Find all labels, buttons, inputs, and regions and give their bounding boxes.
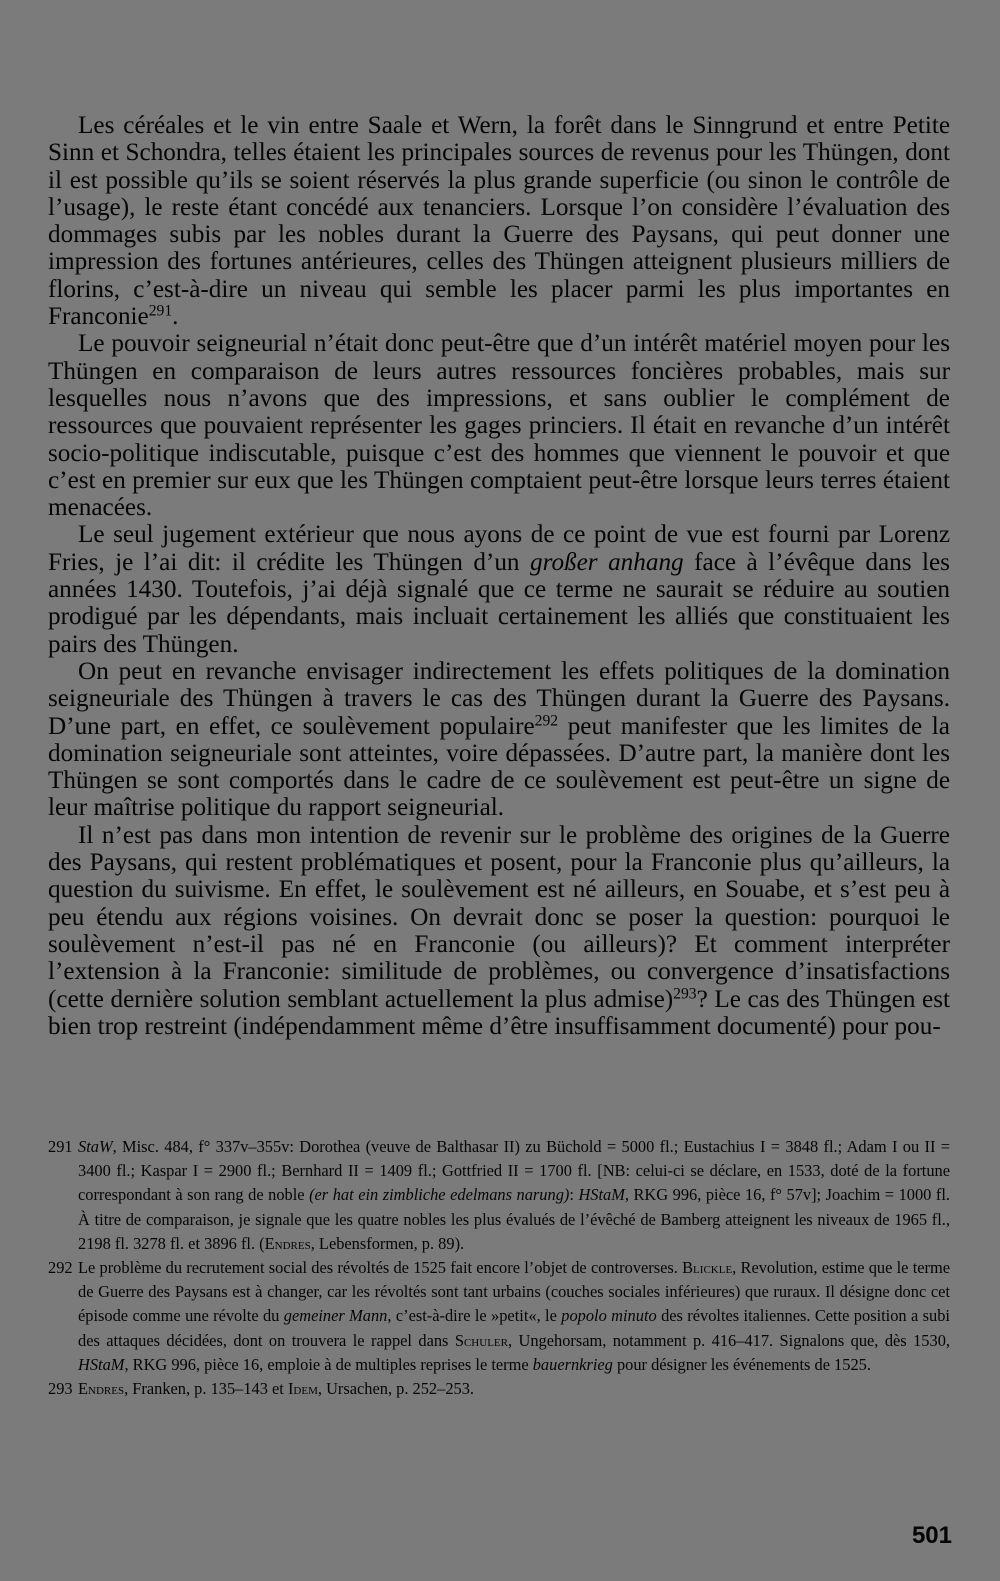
paragraph	[48, 658, 950, 822]
italic-text: großer anhang	[529, 548, 684, 576]
footnote-text	[78, 1135, 950, 1256]
footnote	[48, 1256, 950, 1377]
footnote-number: 293	[48, 1379, 73, 1399]
text-run: , Lebensformen, p. 89).	[310, 1233, 465, 1253]
footnote	[48, 1377, 950, 1401]
author-name: Endres	[264, 1233, 311, 1253]
footnote-ref: 292	[534, 711, 559, 729]
text-run: peut manifester que les limites de la domination seigneuriale sont atteintes, voire dépassées. D’autre part, la manière dont les Thüngen se sont comportés dans le cadre de ce soulèvement est peut-être un signe de leur maîtrise politique du rapport seigneurial.	[48, 712, 950, 822]
italic-text: HStaM	[578, 1185, 625, 1205]
text-run: , c’est-à-dire le »petit«, le	[387, 1306, 562, 1326]
paragraph	[48, 822, 950, 1040]
paragraph	[48, 330, 950, 521]
footnote-ref: 293	[673, 984, 697, 1002]
italic-text: HStaM	[78, 1354, 125, 1374]
text-run: , Misc. 484, f° 337v–355v: Dorothea (veuve de Balthasar II) zu Büchold = 5000 fl.; Eustachius I = 3848 fl.; Adam I ou II = 3400 fl.; Kaspar I = 2900 fl.; Bernhard II = 1409 fl.; Gottfried II = 1700 fl. [NB: celui-ci se déclare, en 1533, doté de la fortune correspondant à son rang de noble	[78, 1137, 950, 1205]
footnote-ref: 291	[148, 302, 173, 320]
paragraph	[48, 521, 950, 657]
text-run: des révoltes italiennes. Cette position a subi des attaques décidées, dont on trouvera le rappel dans	[78, 1306, 950, 1350]
text-run: Les céréales et le vin entre Saale et Wern, la forêt dans le Sinngrund et entre Petite Sinn et Schondra, telles étaient les principales sources de revenus pour les Thüngen, dont il est possible qu’ils se soient réservés la plus grande superficie (ou sinon le contrôle de l’usage), le reste étant concédé aux tenanciers. Lorsque l’on considère l’évaluation des dommages subis par les nobles durant la Guerre des Paysans, qui peut donner une impression des fortunes antérieures, celles des Thüngen atteignent plusieurs milliers de florins, c’est-à-dire un niveau qui semble les placer parmi les plus importantes en Franconie	[48, 112, 950, 331]
author-name: Idem	[287, 1379, 318, 1399]
footnote-text	[78, 1377, 950, 1401]
main-text	[48, 112, 950, 1040]
text-run: .	[172, 303, 179, 331]
italic-text: StaW	[78, 1137, 113, 1156]
text-run: , RKG 996, pièce 16, emploie à de multiples reprises le terme	[124, 1354, 533, 1374]
author-name: Endres	[78, 1379, 125, 1399]
footnote-number: 291	[48, 1137, 73, 1156]
text-run: ? Le cas des Thüngen est bien trop restreint (indépendamment même d’être insuffisamment documenté) pour pou-	[48, 985, 950, 1040]
footnote	[48, 1135, 950, 1256]
text-run: Le seul jugement extérieur que nous ayons de ce point de vue est fourni par Lorenz Fries, je l’ai dit: il crédite les Thüngen d’un	[48, 521, 950, 576]
author-name: Schuler	[454, 1330, 508, 1350]
footnote-number: 292	[48, 1258, 73, 1278]
text-run: pour désigner les événements de 1525.	[612, 1354, 871, 1374]
text-run: On peut en revanche envisager indirectement les effets politiques de la domination seigneuriale des Thüngen à travers le cas des Thüngen durant la Guerre des Paysans. D’une part, en effet, ce soulèvement populaire	[48, 657, 950, 740]
text-run: Il n’est pas dans mon intention de revenir sur le problème des origines de la Guerre des Paysans, qui restent problématiques et posent, pour la Franconie plus qu’ailleurs, la question du suivisme. En effet, le soulèvement est né ailleurs, en Souabe, et s’est peu à peu étendu aux régions voisines. On devrait donc se poser la question: pourquoi le soulèvement n’est-il pas né en Franconie (ou ailleurs)? Et comment interpréter l’extension à la Franconie: similitude de problèmes, ou convergence d’insatisfactions (cette dernière solution semblant actuellement la plus admise)	[48, 821, 950, 1013]
text-run: Le problème du recrutement social des révoltés de 1525 fait encore l’objet de controverses.	[78, 1258, 683, 1278]
text-run: , Franken, p. 135–143 et	[124, 1379, 288, 1399]
italic-text: (er hat ein zimbliche edelmans narung)	[309, 1185, 570, 1205]
footnotes	[48, 1135, 950, 1401]
text-run: :	[569, 1185, 579, 1205]
text-run: , Ursachen, p. 252–253.	[317, 1379, 475, 1399]
text-run: face à l’évêque dans les années 1430. Toutefois, j’ai déjà signalé que ce terme ne saurait se réduire au soutien prodigué par les dépendants, mais incluait certainement les alliés que constituaient les pairs des Thüngen.	[48, 548, 950, 658]
italic-text: gemeiner Mann	[283, 1306, 388, 1326]
italic-text: popolo minuto	[561, 1306, 657, 1326]
text-run: , Ungehorsam, notamment p. 416–417. Signalons que, dès 1530,	[507, 1330, 950, 1350]
footnote-text	[78, 1256, 950, 1377]
text-run: , RKG 996, pièce 16, f° 57v]; Joachim = 1000 fl. À titre de comparaison, je signale que les quatre nobles les plus évalués de l’évêché de Bamberg atteignent les niveaux de 1965 fl., 2198 fl. 3278 fl. et 3896 fl. (	[78, 1185, 950, 1253]
author-name: Blickle	[682, 1258, 733, 1278]
text-run: Le pouvoir seigneurial n’était donc peut-être que d’un intérêt matériel moyen pour les Thüngen en comparaison de leurs autres ressources foncières probables, mais sur lesquelles nous n’avons que des impressions, et sans oublier le complément de ressources que pouvaient représenter les gages princiers. Il était en revanche d’un intérêt socio-politique indiscutable, puisque c’est des hommes que viennent le pouvoir et que c’est en premier sur eux que les Thüngen comptaient peut-être lorsque leurs terres étaient menacées.	[48, 330, 950, 522]
page-number: 501	[911, 1522, 952, 1549]
text-run: , Revolution, estime que le terme de Guerre des Paysans est à changer, car les révoltés sont tant urbains (couches sociales inférieures) que ruraux. Il désigne donc cet épisode comme une révolte du	[78, 1258, 951, 1326]
paragraph	[48, 112, 950, 330]
italic-text: bauernkrieg	[532, 1354, 613, 1374]
